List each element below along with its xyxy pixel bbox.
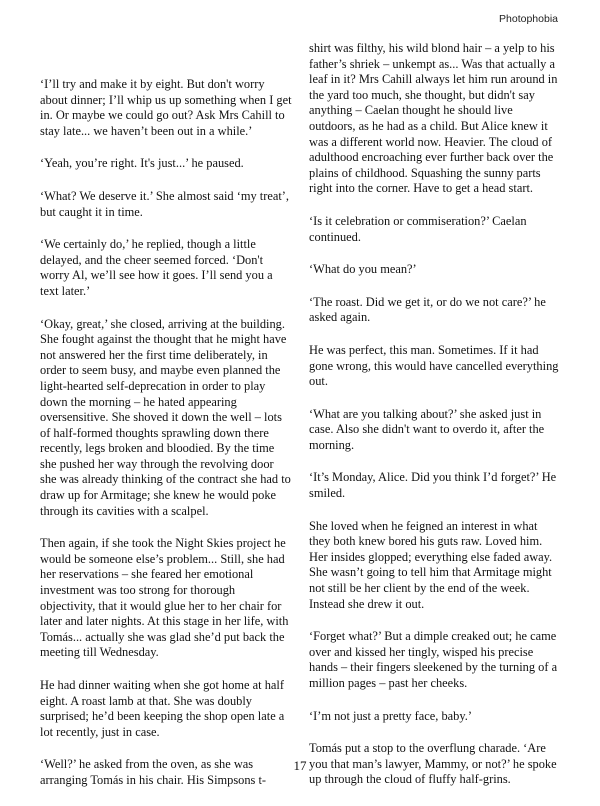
paragraph: ‘What? We deserve it.’ She almost said ‘my treat’, but caught it in time. [40,188,290,219]
paragraph: Then again, if she took the Night Skies project he would be someone else’s problem... Still, she had her reservations – she feared her emotional investment was too strong for thorough objectivity, that it would glue her to her chair for later and later nights. At this stage in her life, with Tomás... actually she was glad she’d put back the meeting till Wednesday. [40,536,289,660]
paragraph: Tomás put a stop to the overflung charade. ‘Are you that man’s lawyer, Mammy, or not?’ he spoke up through the cloud of fluffy half-grins. [309,741,557,787]
running-header: Photophobia [499,13,558,25]
paragraph: ‘What are you talking about?’ she asked just in case. Also she didn't want to overdo it, after the morning. [309,406,545,452]
paragraph: ‘Okay, great,’ she closed, arriving at the building. She fought against the thought that he might have not answered her the first time deliberately, in order to seem busy, and maybe even planned the light-hearted self-deprecation in order to play down the morning – he hated appearing oversensitive. She shoved it down the well – lots of half-formed thoughts sprawling down there recently, legs broken and bloodied. By the time she pushed her way through the revolving door she was already thinking of the contract she had to draw up for Armitage; she knew he would poke through its cavities with a scalpel. [40,316,291,518]
paragraph: ‘Well?’ he asked from the oven, as she was arranging Tomás in his chair. His Simpsons t- [40,757,267,787]
left-column [40,40,292,806]
right-column [309,41,561,805]
paragraph: ‘I’ll try and make it by eight. But don't worry about dinner; I’ll whip us up something when I get in. Or maybe we could go out? Ask Mrs Cahill to stay late... we haven’t been out in a while.’ [40,77,292,138]
paragraph: He was perfect, this man. Sometimes. If it had gone wrong, this would have cancelled everything out. [309,342,559,389]
paragraph: shirt was filthy, his wild blond hair – a yelp to his father’s shriek – unkempt as... Was that actually a leaf in it? Mrs Cahill always let him run around in the yard too much, she thought, but didn't say anything – Caelan thought he should live outdoors, as he had as a child. But Alice knew it was a different world now. Heavier. The cloud of adulthood encroaching ever further back over the plains of childhood. Squashing the sunny parts right into the corner. Have to get a head start. [309,41,558,196]
paragraph: ‘Yeah, you’re right. It's just...’ he paused. [40,156,244,171]
paragraph: ‘It’s Monday, Alice. Did you think I’d forget?’ He smiled. [309,470,557,501]
paragraph: ‘Is it celebration or commiseration?’ Caelan continued. [309,213,527,244]
paragraph: ‘Forget what?’ But a dimple creaked out; he came over and kissed her tingly, wisped his precise hands – their fingers sleekened by the turning of a million pages – past her cheeks. [309,629,558,690]
paragraph: She loved when he feigned an interest in what they both knew bored his guts raw. Loved him. Her insides glopped; everything else faded away. She wasn’t going to tell him that Armitage might not still be her client by the end of the week. Instead she drew it out. [309,518,553,611]
paragraph: ‘We certainly do,’ he replied, though a little delayed, and the cheer seemed forced. ‘Don't worry Al, we’ll see how it goes. I’ll send you a text later.’ [40,237,273,298]
page-number: 17 [293,758,307,773]
paragraph: ‘What do you mean?’ [309,262,417,277]
paragraph: He had dinner waiting when she got home at half eight. A roast lamb at that. She was doubly surprised; he’d been keeping the shop open late a lot recently, just in case. [40,678,285,739]
paragraph: ‘I’m not just a pretty face, baby.’ [309,708,472,723]
paragraph: ‘The roast. Did we get it, or do we not care?’ he asked again. [309,294,546,325]
